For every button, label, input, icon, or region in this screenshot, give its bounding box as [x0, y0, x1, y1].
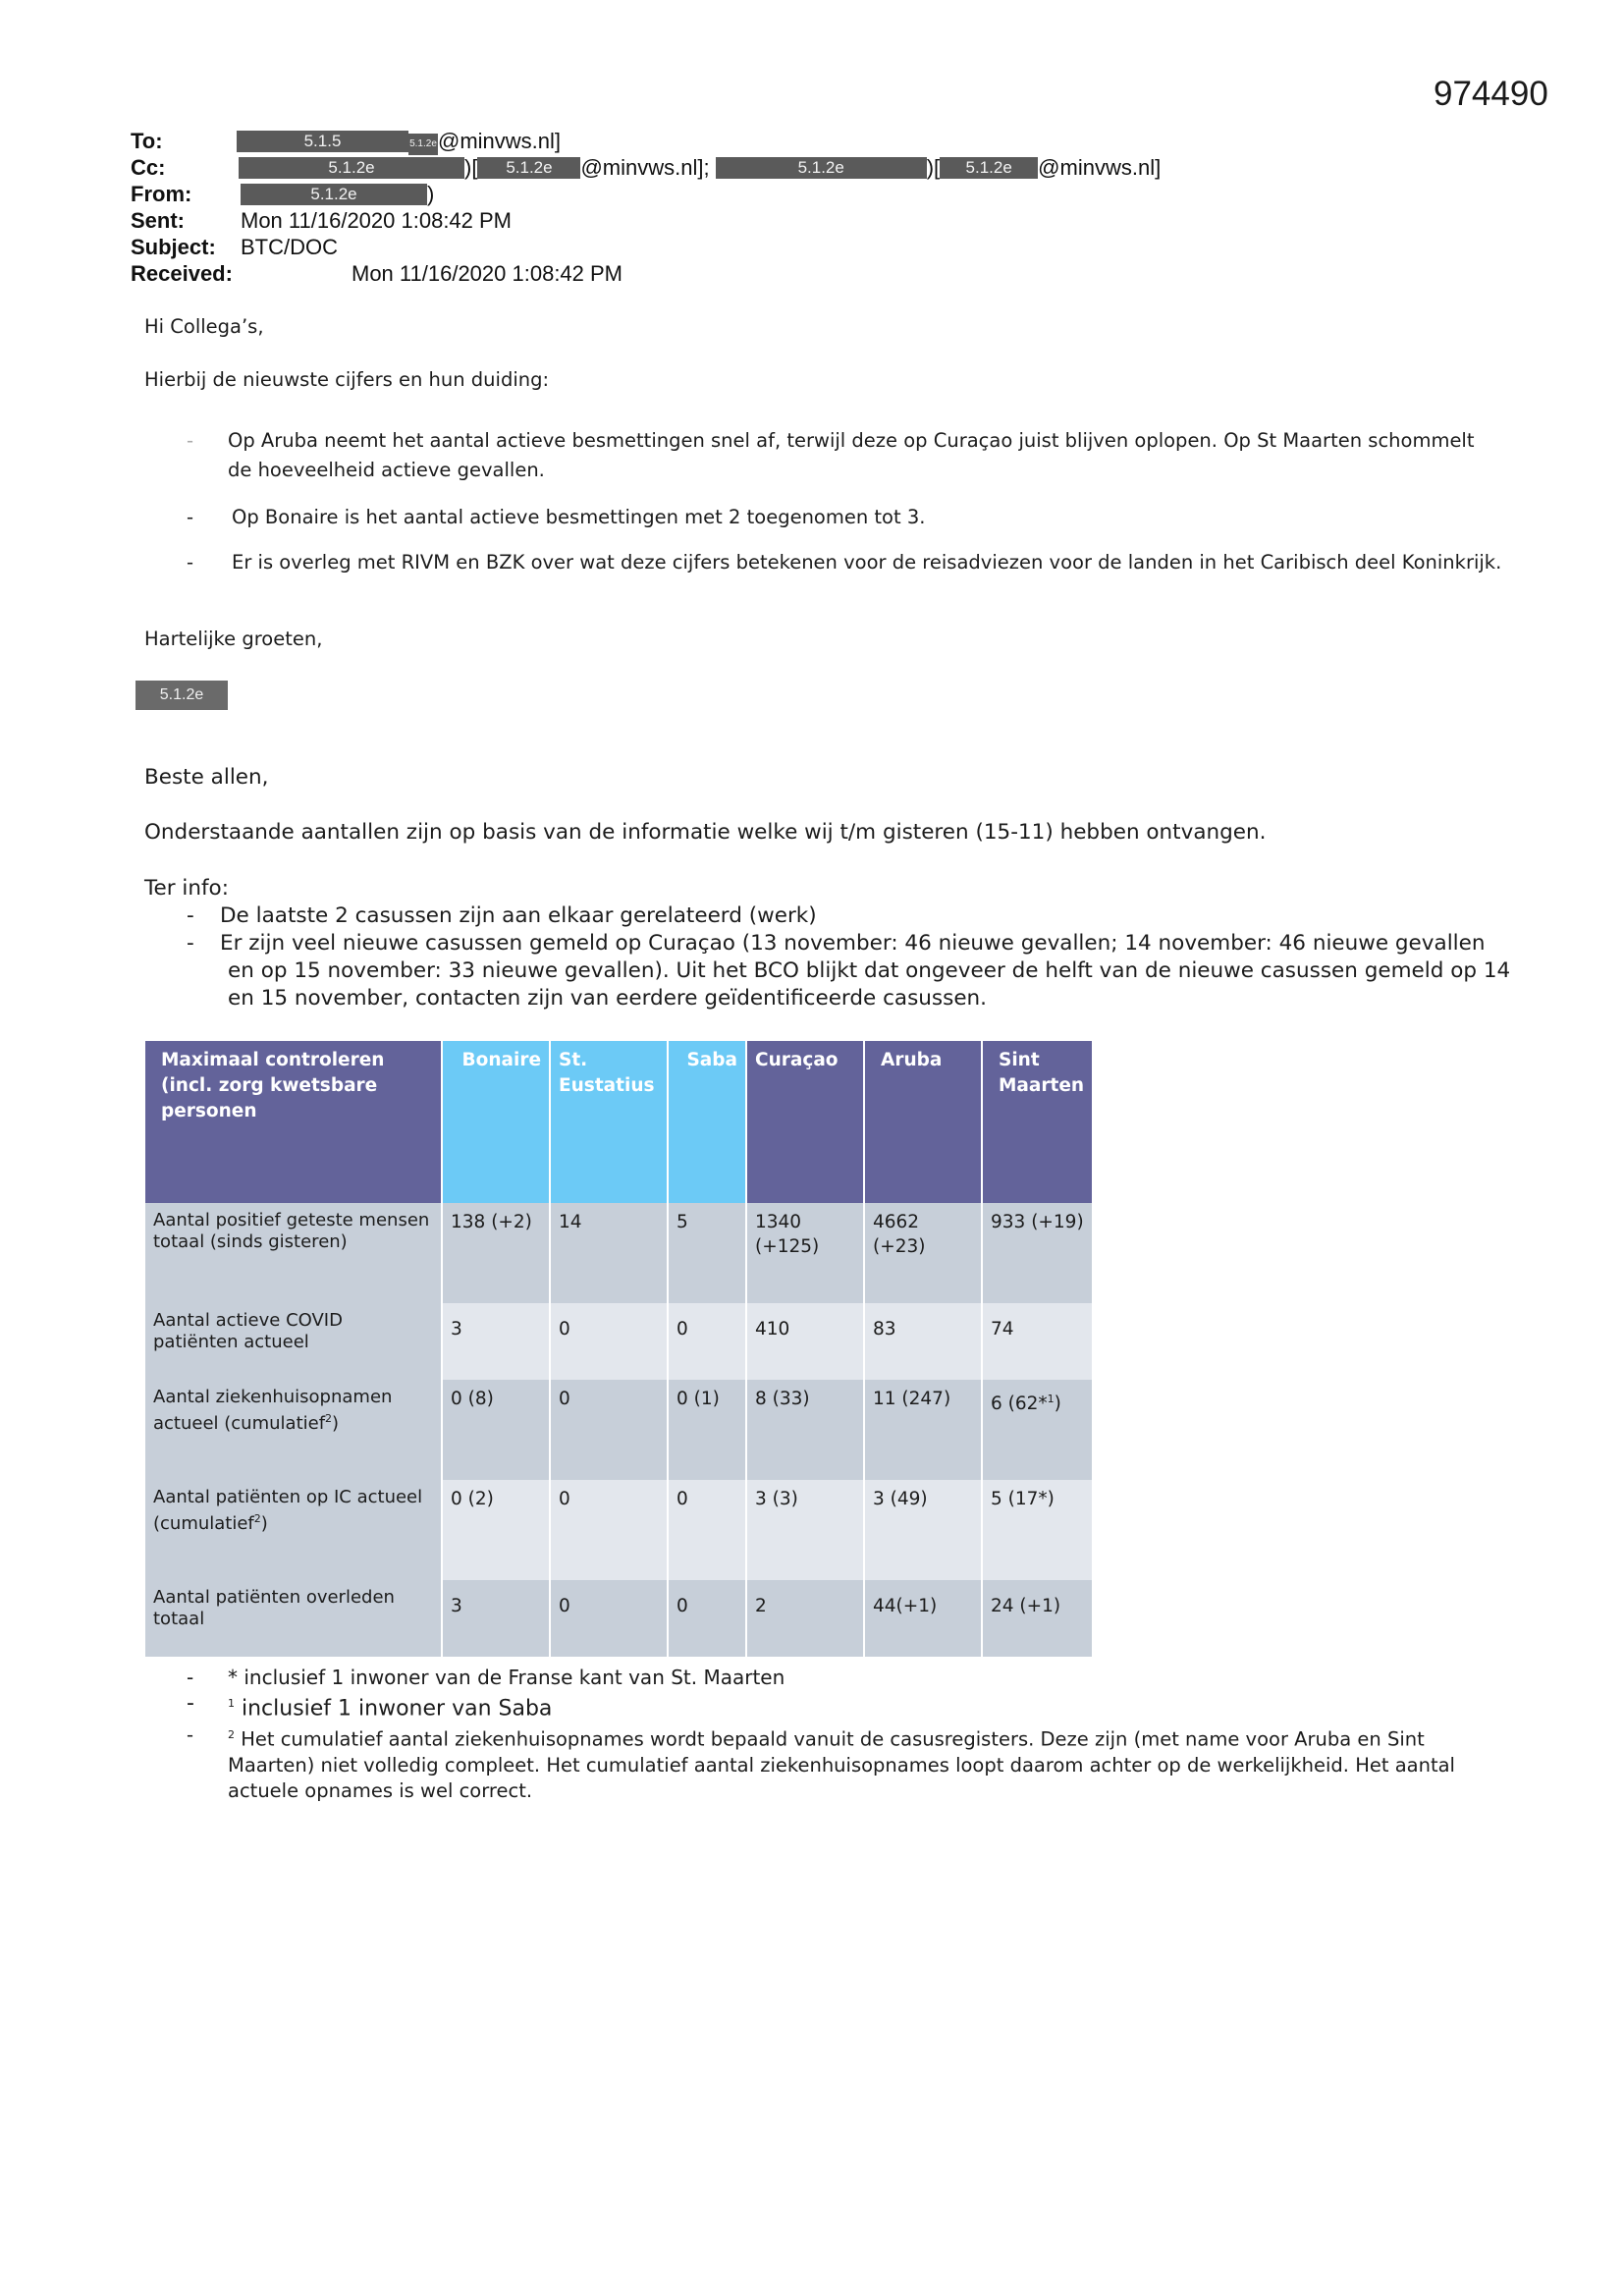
table-cell: 0 — [550, 1480, 668, 1580]
bullet-dash: - — [187, 1666, 194, 1689]
table-cell: 933 (+19) — [982, 1203, 1093, 1303]
footnotes — [187, 1665, 1512, 1804]
bullet-text: Op Bonaire is het aantal actieve besmettingen met 2 toegenomen tot 3. — [232, 506, 926, 528]
row-label — [145, 1480, 442, 1580]
row-label — [145, 1380, 442, 1480]
table-cell: 4662 (+23) — [864, 1203, 982, 1303]
cell-text-end: ) — [1054, 1394, 1061, 1415]
subject-label: Subject: — [131, 235, 216, 259]
table-cell: 0 — [550, 1580, 668, 1657]
footnote-text: inclusief 1 inwoner van Saba — [235, 1696, 553, 1722]
list-item — [187, 426, 1502, 485]
bullet-dash: - — [187, 429, 194, 452]
redaction-block: 5.1.2e — [940, 157, 1038, 179]
subject-value: BTC/DOC — [241, 235, 338, 259]
table-cell: 44(+1) — [864, 1580, 982, 1657]
from-suffix: ) — [427, 182, 435, 206]
table-cell: 0 — [550, 1303, 668, 1380]
table-cell: 5 — [668, 1203, 746, 1303]
table-row — [145, 1480, 1093, 1580]
table-cell: 0 — [550, 1380, 668, 1480]
footnote-marker: 2 — [228, 1728, 235, 1742]
info-label: Ter info: — [144, 876, 229, 901]
greeting-2: Beste allen, — [144, 765, 269, 790]
row-label: Aantal actieve COVID patiënten actueel — [145, 1303, 442, 1380]
table-cell: 74 — [982, 1303, 1093, 1380]
greeting-1: Hi Collega’s, — [144, 315, 264, 338]
closing-1: Hartelijke groeten, — [144, 628, 323, 650]
received-label: Received: — [131, 261, 233, 286]
row-label-text: Aantal patiënten op IC actueel (cumulatief — [153, 1487, 423, 1534]
list-item — [187, 548, 1502, 577]
bullet-dash: - — [187, 903, 194, 928]
table-cell: 11 (247) — [864, 1380, 982, 1480]
footnote-marker: 1 — [228, 1697, 235, 1710]
covid-statistics-table — [145, 1041, 1094, 1657]
cc-separator: )[ — [926, 155, 941, 180]
table-cell: 410 — [746, 1303, 864, 1380]
column-header-sint-maarten: Sint Maarten — [982, 1041, 1093, 1203]
footnote — [187, 1665, 1512, 1690]
to-label: To: — [131, 129, 163, 153]
table-cell: 3 — [442, 1580, 550, 1657]
table-cell: 24 (+1) — [982, 1580, 1093, 1657]
intro-1: Hierbij de nieuwste cijfers en hun duiding: — [144, 368, 550, 391]
from-label: From: — [131, 182, 192, 206]
bullet-text: Op Aruba neemt het aantal actieve besmettingen snel af, terwijl deze op Curaçao juist blijven oplopen. Op St Maarten schommelt de hoeveelheid actieve gevallen. — [228, 429, 1475, 481]
cc-label: Cc: — [131, 155, 166, 180]
footnote-text: * inclusief 1 inwoner van de Franse kant van St. Maarten — [228, 1666, 785, 1689]
column-header-st-eustatius: St. Eustatius — [550, 1041, 668, 1203]
sent-value: Mon 11/16/2020 1:08:42 PM — [241, 208, 513, 233]
table-cell: 5 (17*) — [982, 1480, 1093, 1580]
footnote-text: Het cumulatief aantal ziekenhuisopnames wordt bepaald vanuit de casusregisters. Deze zijn (met name voor Aruba en Sint Maarten) niet volledig compleet. Het cumulatief aantal ziekenhuisopnames loopt daarom achter op de werkelijkheid. Het aantal actuele opnames is wel correct. — [228, 1727, 1455, 1802]
bullet-dash: - — [187, 551, 194, 574]
intro-2: Onderstaande aantallen zijn op basis van de informatie welke wij t/m gisteren (15-11) hebben ontvangen. — [144, 820, 1267, 845]
redaction-block: 5.1.2e — [477, 157, 580, 179]
table-cell: 0 (1) — [668, 1380, 746, 1480]
list-item — [187, 930, 1512, 1012]
signature-redaction: 5.1.2e — [135, 681, 228, 710]
document-number: 974490 — [1434, 75, 1548, 113]
table-cell: 0 — [668, 1580, 746, 1657]
redaction-block: 5.1.5 — [237, 131, 408, 152]
table-cell: 83 — [864, 1303, 982, 1380]
footnote-marker: 2 — [325, 1412, 333, 1425]
cc-email-suffix: @minvws.nl] — [1038, 155, 1162, 180]
bullet-dash: - — [187, 1691, 194, 1716]
table-row — [145, 1580, 1093, 1657]
table-cell: 3 (49) — [864, 1480, 982, 1580]
column-header-curacao: Curaçao — [746, 1041, 864, 1203]
bullet-text: Er zijn veel nieuwe casussen gemeld op Curaçao (13 november: 46 nieuwe gevallen; 14 november: 46 nieuwe gevallen en op 15 november: 33 nieuwe gevallen). Uit het BCO blijkt dat ongeveer de helft van de nieuwe casussen gemeld op 14 en 15 november, contacten zijn van eerdere geïdentificeerde casussen. — [220, 931, 1511, 1011]
table-cell: 2 — [746, 1580, 864, 1657]
row-label-text: Aantal ziekenhuisopnamen actueel (cumulatief — [153, 1387, 393, 1434]
footnote — [187, 1690, 1512, 1722]
bullet-dash: - — [187, 506, 194, 528]
table-cell — [982, 1380, 1093, 1480]
table-row — [145, 1380, 1093, 1480]
column-header-saba: Saba — [668, 1041, 746, 1203]
table-cell: 0 (8) — [442, 1380, 550, 1480]
column-header-aruba: Aruba — [864, 1041, 982, 1203]
redaction-block: 5.1.2e — [239, 157, 464, 179]
table-cell: 138 (+2) — [442, 1203, 550, 1303]
cc-separator: )[ — [464, 155, 478, 180]
row-label: Aantal patiënten overleden totaal — [145, 1580, 442, 1657]
bullet-dash: - — [187, 1723, 194, 1747]
list-item — [187, 902, 1512, 930]
table-cell: 0 (2) — [442, 1480, 550, 1580]
redaction-block: 5.1.2e — [716, 157, 927, 179]
to-email-suffix: @minvws.nl] — [438, 129, 562, 153]
cc-email-suffix: @minvws.nl]; — [580, 155, 710, 180]
table-cell: 8 (33) — [746, 1380, 864, 1480]
table-cell: 1340 (+125) — [746, 1203, 864, 1303]
bullet-text: De laatste 2 casussen zijn aan elkaar gerelateerd (werk) — [220, 903, 817, 928]
column-header-bonaire: Bonaire — [442, 1041, 550, 1203]
redaction-block: 5.1.2e — [241, 184, 427, 205]
footnote — [187, 1722, 1512, 1804]
table-row — [145, 1303, 1093, 1380]
bullet-dash: - — [187, 931, 194, 956]
received-value: Mon 11/16/2020 1:08:42 PM — [352, 261, 623, 286]
redaction-block: 5.1.2e — [408, 134, 438, 155]
row-label: Aantal positief geteste mensen totaal (sinds gisteren) — [145, 1203, 442, 1303]
table-row — [145, 1203, 1093, 1303]
table-cell: 0 — [668, 1480, 746, 1580]
sent-label: Sent: — [131, 208, 185, 233]
row-label-end: ) — [260, 1513, 268, 1534]
table-cell: 3 — [442, 1303, 550, 1380]
table-header-row — [145, 1041, 1093, 1203]
table-cell: 3 (3) — [746, 1480, 864, 1580]
row-label-end: ) — [332, 1413, 340, 1434]
bullet-text: Er is overleg met RIVM en BZK over wat deze cijfers betekenen voor de reisadviezen voor de landen in het Caribisch deel Koninkrijk. — [232, 551, 1502, 574]
table-cell: 14 — [550, 1203, 668, 1303]
footnote-marker: 2 — [253, 1512, 261, 1525]
table-cell: 0 — [668, 1303, 746, 1380]
list-item — [187, 503, 1502, 532]
cell-text: 6 (62* — [991, 1394, 1048, 1415]
table-corner-header: Maximaal controleren (incl. zorg kwetsbare personen — [145, 1041, 442, 1203]
footnote-marker: 1 — [1047, 1393, 1055, 1405]
